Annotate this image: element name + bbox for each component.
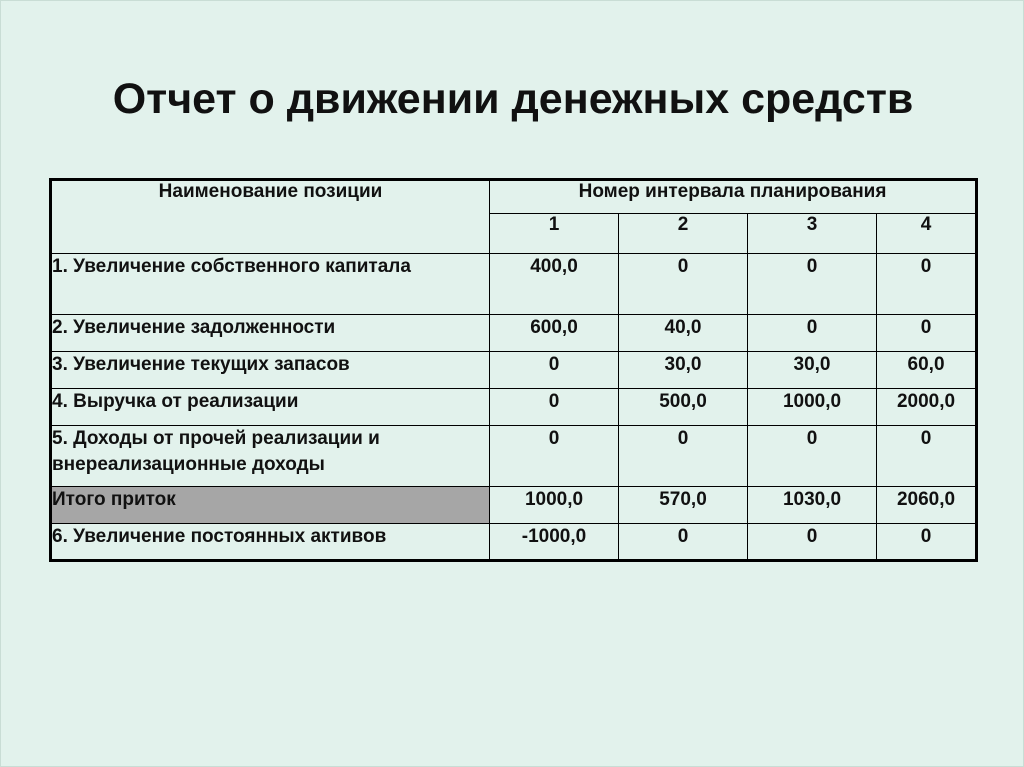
total-row-value: 1000,0: [490, 487, 619, 524]
row-value: 2000,0: [877, 389, 977, 426]
row-name: 3. Увеличение текущих запасов: [51, 352, 490, 389]
table-row: [51, 389, 977, 426]
row-value: 0: [748, 254, 877, 315]
row-value: 0: [490, 352, 619, 389]
row-value: 0: [748, 426, 877, 487]
total-row-name: Итого приток: [51, 487, 490, 524]
row-value: 0: [877, 315, 977, 352]
total-row-value: 2060,0: [877, 487, 977, 524]
table-row-total: [51, 487, 977, 524]
row-value: 0: [619, 524, 748, 561]
row-value: 60,0: [877, 352, 977, 389]
row-name: 5. Доходы от прочей реализации и внереализационные доходы: [51, 426, 490, 487]
row-value: 0: [619, 254, 748, 315]
row-name: 1. Увеличение собственного капитала: [51, 254, 490, 315]
row-value: -1000,0: [490, 524, 619, 561]
table-row: [51, 426, 977, 487]
header-interval-2: 2: [619, 213, 748, 253]
row-value: 30,0: [619, 352, 748, 389]
slide-title: Отчет о движении денежных средств: [112, 75, 914, 123]
header-position-name: Наименование позиции: [51, 180, 490, 254]
total-row-value: 570,0: [619, 487, 748, 524]
total-row-value: 1030,0: [748, 487, 877, 524]
table-row: [51, 254, 977, 315]
row-value: 0: [877, 254, 977, 315]
row-value: 1000,0: [748, 389, 877, 426]
row-value: 0: [877, 524, 977, 561]
row-value: 30,0: [748, 352, 877, 389]
row-value: 500,0: [619, 389, 748, 426]
table-row: [51, 524, 977, 561]
row-value: 600,0: [490, 315, 619, 352]
row-value: 400,0: [490, 254, 619, 315]
header-interval-group: Номер интервала планирования: [490, 180, 977, 214]
row-value: 0: [490, 389, 619, 426]
header-interval-3: 3: [748, 213, 877, 253]
row-value: 0: [748, 315, 877, 352]
row-name: 4. Выручка от реализации: [51, 389, 490, 426]
row-value: 0: [748, 524, 877, 561]
row-value: 40,0: [619, 315, 748, 352]
table-row: [51, 315, 977, 352]
row-value: 0: [877, 426, 977, 487]
row-value: 0: [490, 426, 619, 487]
table-header-row: [51, 180, 977, 214]
cash-flow-table: [49, 178, 978, 562]
row-name: 2. Увеличение задолженности: [51, 315, 490, 352]
row-value: 0: [619, 426, 748, 487]
header-interval-4: 4: [877, 213, 977, 253]
header-interval-1: 1: [490, 213, 619, 253]
table-row: [51, 352, 977, 389]
row-name: 6. Увеличение постоянных активов: [51, 524, 490, 561]
